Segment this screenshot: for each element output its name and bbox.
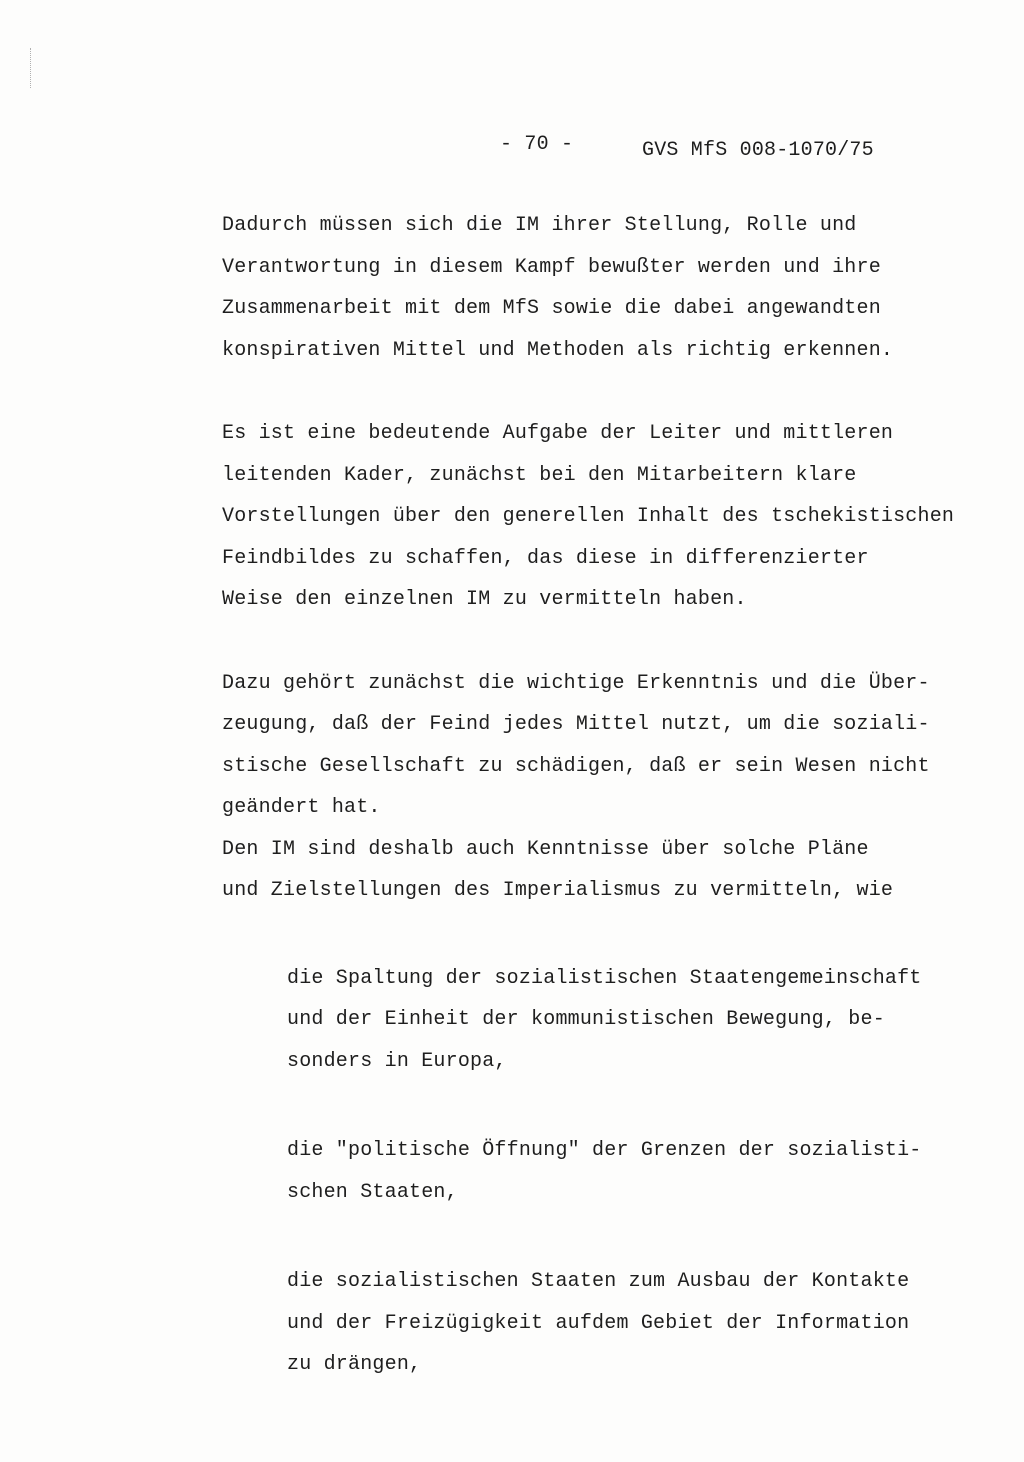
page-number: - 70 -	[500, 133, 574, 156]
text-line: Verantwortung in diesem Kampf bewußter werden und ihre	[222, 255, 881, 279]
page-header	[0, 124, 1024, 164]
paragraph	[222, 663, 1012, 829]
text-line: leitenden Kader, zunächst bei den Mitarbeitern klare	[222, 463, 857, 487]
text-line: Zusammenarbeit mit dem MfS sowie die dabei angewandten	[222, 297, 881, 320]
text-line: Dadurch müssen sich die IM ihrer Stellung, Rolle und	[222, 214, 857, 237]
text-line: und Zielstellungen des Imperialismus zu vermitteln, wie	[222, 879, 894, 902]
text-line: konspirativen Mittel und Methoden als richtig erkennen.	[222, 338, 894, 362]
text-line: die "politische Öffnung" der Grenzen der sozialisti-	[287, 1139, 922, 1162]
text-line: Den IM sind deshalb auch Kenntnisse über solche Pläne	[222, 837, 869, 861]
text-line: sonders in Europa,	[287, 1049, 507, 1073]
list-item	[287, 1130, 1012, 1213]
margin-dots	[30, 48, 33, 88]
text-line: stische Gesellschaft zu schädigen, daß er sein Wesen nicht	[222, 754, 930, 778]
text-line: schen Staaten,	[287, 1180, 458, 1204]
paragraph	[222, 829, 1012, 912]
text-line: Es ist eine bedeutende Aufgabe der Leiter und mittleren	[222, 422, 894, 445]
list-item	[287, 1261, 1012, 1386]
text-line: die sozialistischen Staaten zum Ausbau der Kontakte	[287, 1270, 910, 1293]
text-line: zu drängen,	[287, 1353, 422, 1376]
text-line: Weise den einzelnen IM zu vermitteln haben.	[222, 588, 747, 611]
page-body	[222, 205, 1012, 1434]
text-line: und der Freizügigkeit aufdem Gebiet der Information	[287, 1311, 910, 1335]
text-line: Dazu gehört zunächst die wichtige Erkenntnis und die Über-	[222, 671, 930, 695]
paragraph	[222, 205, 1012, 371]
list-item	[287, 958, 1012, 1083]
text-line: Vorstellungen über den generellen Inhalt des tschekistischen	[222, 505, 955, 528]
text-line: und der Einheit der kommunistischen Bewegung, be-	[287, 1008, 885, 1031]
text-line: die Spaltung der sozialistischen Staatengemeinschaft	[287, 966, 922, 990]
text-line: geändert hat.	[222, 796, 381, 819]
text-line: zeugung, daß der Feind jedes Mittel nutzt, um die soziali-	[222, 713, 930, 736]
paragraph	[222, 413, 1012, 621]
text-line: Feindbildes zu schaffen, das diese in differenzierter	[222, 546, 869, 570]
document-reference: GVS MfS 008-1070/75	[642, 139, 874, 162]
